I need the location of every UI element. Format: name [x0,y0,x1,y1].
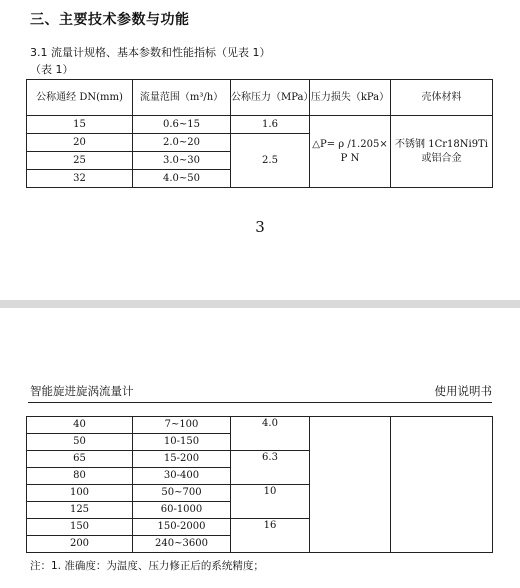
cell-flow: 3.0~30 [133,152,231,170]
cell-dn: 50 [27,434,133,451]
cell-flow: 240~3600 [133,536,231,553]
cell-pressure-loss [310,417,391,553]
table-row [27,116,493,134]
page-separator [0,300,520,308]
cell-pressure-loss: △P= ρ /1.205× P N [310,116,391,188]
page-lower [0,308,520,588]
cell-dn: 20 [27,134,133,152]
cell-material: 不锈钢 1Cr18Ni9Ti 或铝合金 [391,116,493,188]
cell-material [391,417,493,553]
cell-dn: 32 [27,170,133,188]
cell-flow: 50~700 [133,485,231,502]
cell-dn: 65 [27,451,133,468]
header-rule [28,402,492,403]
header-flow-range: 流量范围（m³/h） [133,80,231,116]
cell-pressure: 6.3 [231,451,310,485]
cell-dn: 40 [27,417,133,434]
header-pressure-loss: 压力损失（kPa） [310,80,391,116]
header-nominal-pressure: 公称压力（MPa） [231,80,310,116]
cell-dn: 150 [27,519,133,536]
cell-flow: 15-200 [133,451,231,468]
cell-flow: 30-400 [133,468,231,485]
cell-flow: 4.0~50 [133,170,231,188]
table-row [27,417,493,434]
cell-pressure: 2.5 [231,134,310,188]
cell-flow: 2.0~20 [133,134,231,152]
cell-pressure: 1.6 [231,116,310,134]
table-header-row [27,80,493,116]
cell-pressure: 4.0 [231,417,310,451]
cell-dn: 200 [27,536,133,553]
cell-dn: 100 [27,485,133,502]
cell-dn: 125 [27,502,133,519]
spec-table [26,79,493,188]
cell-flow: 60-1000 [133,502,231,519]
running-header-title: 智能旋进旋涡流量计 [30,384,134,398]
cell-flow: 7~100 [133,417,231,434]
spec-table-continued [26,416,493,553]
header-dn: 公称通经 DN(mm) [27,80,133,116]
cell-dn: 15 [27,116,133,134]
subsection-title: 3.1 流量计规格、基本参数和性能指标（见表 1） [30,46,271,59]
cell-dn: 80 [27,468,133,485]
cell-flow: 150-2000 [133,519,231,536]
header-shell-material: 壳体材料 [391,80,493,116]
cell-pressure: 16 [231,519,310,553]
footnote: 注：1. 准确度：为温度、压力修正后的系统精度； [30,560,264,572]
running-header-doc-type: 使用说明书 [434,384,492,398]
cell-flow: 0.6~15 [133,116,231,134]
cell-pressure: 10 [231,485,310,519]
section-title: 三、主要技术参数与功能 [30,12,190,28]
page-number: 3 [255,218,265,236]
cell-flow: 10-150 [133,434,231,451]
table-caption: （表 1） [30,63,74,76]
cell-dn: 25 [27,152,133,170]
